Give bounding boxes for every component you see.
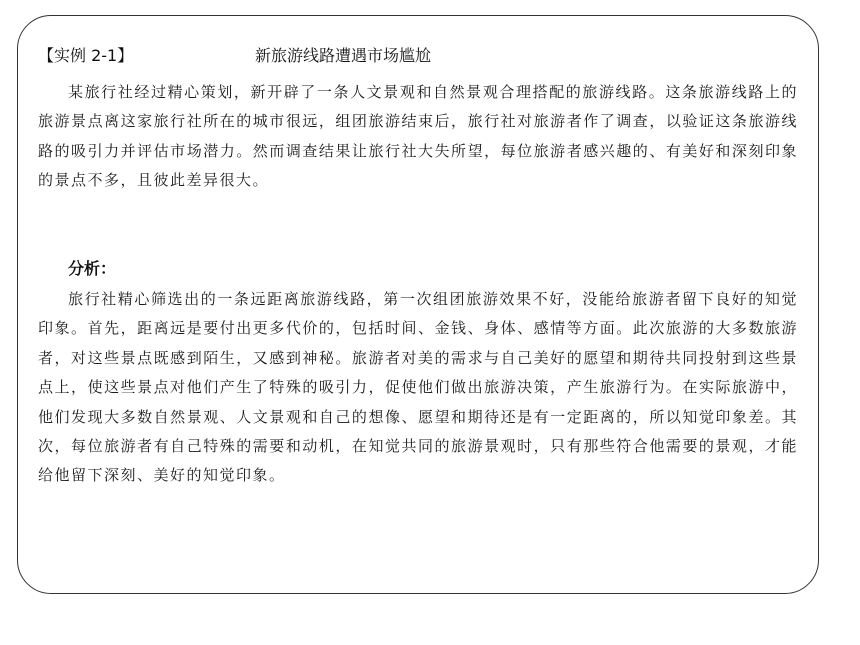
case-number-label: 【实例 2-1】 [38,46,134,65]
analysis-heading: 分析： [68,259,117,278]
case-header [38,44,798,68]
case-title: 新旅游线路遭遇市场尴尬 [255,46,432,65]
case-description-paragraph: 某旅行社经过精心策划，新开辟了一条人文景观和自然景观合理搭配的旅游线路。这条旅游线路上的旅游景点离这家旅行社所在的城市很远，组团旅游结束后，旅行社对旅游者作了调查，以验证这条旅游线路的吸引力并评估市场潜力。然而调查结果让旅行社大失所望，每位旅游者感兴趣的、有美好和深刻印象的景点不多，且彼此差异很大。 [38,83,798,190]
analysis-paragraph: 旅行社精心筛选出的一条远距离旅游线路，第一次组团旅游效果不好，没能给旅游者留下良好的知觉印象。首先，距离远是要付出更多代价的，包括时间、金钱、身体、感情等方面。此次旅游的大多数旅游者，对这些景点既感到陌生，又感到神秘。旅游者对美的需求与自己美好的愿望和期待共同投射到这些景点上，使这些景点对他们产生了特殊的吸引力，促使他们做出旅游决策，产生旅游行为。在实际旅游中，他们发现大多数自然景观、人文景观和自己的想像、愿望和期待还是有一定距离的，所以知觉印象差。其次，每位旅游者有自己特殊的需要和动机，在知觉共同的旅游景观时，只有那些符合他需要的景观，才能给他留下深刻、美好的知觉印象。 [38,290,798,485]
